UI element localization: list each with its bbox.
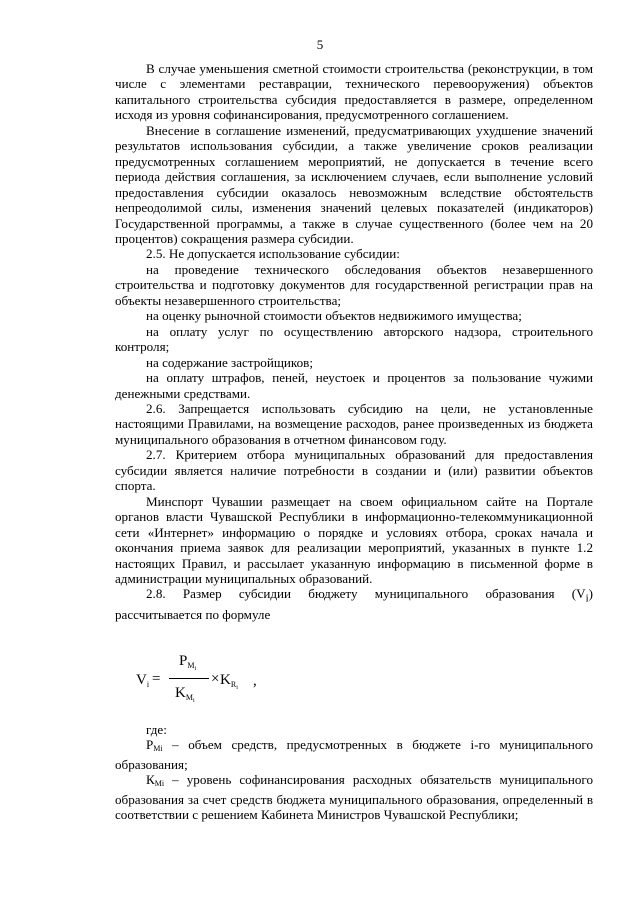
paragraph: Внесение в соглашение изменений, предусматривающих ухудшение значений результатов использования субсидии, а также увеличение сроков реализации предусмотренных соглашением мероприятий, не допускается в течение всего периода действия соглашения, за исключением случаев, если выполнение условий предоставления субсидии оказалось невозможным вследствие обстоятельств непреодолимой силы, изменения значений целевых показателей (индикаторов) Государственной программы, а также в случае существенного (более чем на 20 процентов) сокращения размера субсидии. — [115, 122, 593, 246]
paragraph-2-8: 2.8. Размер субсидии бюджету муниципального образования $(V_i)$ рассчитывается по формуле — [115, 586, 593, 623]
subsidy-formula — [115, 623, 593, 715]
page-number: 5 — [316, 37, 324, 52]
paragraph: 2.7. Критерием отбора муниципальных образований для предоставления субсидии является наличие потребности в создании и (или) развитии объектов спорта. — [115, 447, 593, 494]
definition-k-mi: $К_{Мi}$ – уровень софинансирования расходных обязательств муниципального образования за счет средств бюджета муниципального образования, определенный в соответствии с решением Кабинета Министров Чувашской Республики; — [115, 772, 593, 823]
paragraph: 2.5. Не допускается использование субсидии: — [146, 246, 400, 262]
formula-k-coefficient: $K_{R_i}$ — [220, 671, 238, 691]
document-body — [115, 61, 593, 823]
paragraph: на оценку рыночной стоимости объектов недвижимого имущества; — [146, 308, 522, 324]
formula-numerator: $P_{M_i}$ — [179, 652, 197, 672]
formula-equals: = — [152, 670, 161, 687]
fraction-bar — [169, 678, 209, 679]
paragraph: Минспорт Чувашии размещает на своем официальном сайте на Портале органов власти Чувашской Республики в информационно-телекоммуникационной сети «Интернет» информацию о порядке и условиях отбора, сроках начала и окончания приема заявок для реализации мероприятий, указанных в пункте 1.2 настоящих Правил, и рассылает указанную информацию в письменной форме в администрации муниципальных образований. — [115, 493, 593, 586]
paragraph: В случае уменьшения сметной стоимости строительства (реконструкции, в том числе с элементами реставрации, технического перевооружения) объектов капитального строительства субсидия предоставляется в размере, определенном исходя из уровня софинансирования, предусмотренного соглашением. — [115, 61, 593, 123]
paragraph: на оплату услуг по осуществлению авторского надзора, строительного контроля; — [115, 323, 593, 355]
paragraph: на содержание застройщиков; — [146, 354, 313, 370]
formula-lhs: $V_i$ — [136, 671, 150, 689]
formula-times: × — [211, 670, 220, 687]
where-label: где: — [146, 721, 167, 737]
formula-denominator: $K_{M_i}$ — [175, 684, 195, 704]
paragraph: на проведение технического обследования объектов незавершенного строительства и подготовку документов для государственной регистрации прав на объекты незавершенного строительства; — [115, 261, 593, 308]
paragraph: на оплату штрафов, пеней, неустоек и процентов за пользование чужими денежными средствами. — [115, 370, 593, 401]
formula-comma: , — [253, 672, 257, 689]
definition-p-mi: $Р_{Мi}$ – объем средств, предусмотренных в бюджете i-го муниципального образования; — [115, 737, 593, 772]
paragraph: 2.6. Запрещается использовать субсидию на цели, не установленные настоящими Правилами, на возмещение расходов, ранее произведенных из бюджета муниципального образования в отчетном финансовом году. — [115, 400, 593, 447]
